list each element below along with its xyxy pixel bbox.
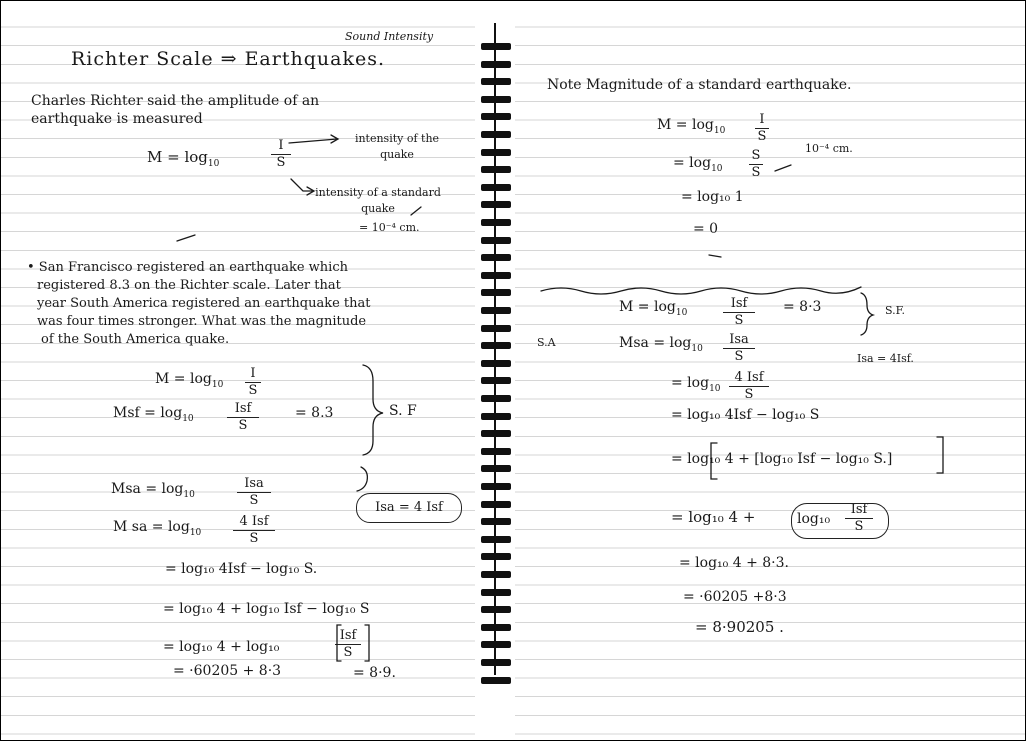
spiral-ring [481, 465, 511, 472]
right-step-4: = log₁₀ 4 + [671, 508, 756, 526]
spiral-ring [481, 377, 511, 384]
spiral-ring [481, 219, 511, 226]
note-step-1: = $\log_{10}$ [673, 155, 723, 174]
spiral-ring [481, 659, 511, 666]
right-step-5: = log₁₀ 4 + 8·3. [679, 555, 789, 571]
fraction-denominator: S [276, 155, 286, 170]
step-3: = log₁₀ 4 + log₁₀ [163, 639, 280, 655]
spiral-ring [481, 166, 511, 173]
step-4: = ·60205 + 8·3 [173, 663, 282, 679]
sf-eq: $M = \log_{10}$ [619, 299, 688, 318]
step-2: = log₁₀ 4 + log₁₀ Isf − log₁₀ S [163, 601, 370, 617]
spiral-ring [481, 501, 511, 508]
spiral-ring [481, 289, 511, 296]
sa-eq: Msa = $\log_{10}$ [619, 335, 703, 354]
notebook-spine [475, 1, 515, 740]
eq-msa-2-fraction: 4 Isf S [233, 515, 275, 546]
right-step-7: = 8·90205 . [695, 618, 784, 636]
intro-line-2: earthquake is measured [31, 111, 203, 127]
sa-given: Isa = 4Isf. [857, 352, 914, 365]
spiral-ring [481, 237, 511, 244]
spiral-ring [481, 184, 511, 191]
spiral-ring [481, 61, 511, 68]
right-step-2: = log₁₀ 4Isf − log₁₀ S [671, 407, 820, 423]
spiral-ring [481, 395, 511, 402]
spiral-ring [481, 360, 511, 367]
spiral-ring [481, 78, 511, 85]
spiral-ring [481, 113, 511, 120]
spiral-ring [481, 677, 511, 684]
page-title: Richter Scale ⇒ Earthquakes. [71, 48, 385, 70]
eq-msf: Msf = $\log_{10}$ [113, 405, 194, 424]
step-1: = log₁₀ 4Isf − log₁₀ S. [165, 561, 318, 577]
fraction-numerator: I [278, 138, 284, 153]
spiral-ring [481, 641, 511, 648]
spiral-ring [481, 307, 511, 314]
spiral-ring [481, 624, 511, 631]
problem-line-2: registered 8.3 on the Richter scale. Later that [37, 278, 341, 293]
note-annotation: 10⁻⁴ cm. [805, 142, 853, 155]
spiral-ring [481, 201, 511, 208]
spiral-ring [481, 571, 511, 578]
annotation-standard-value: = 10⁻⁴ cm. [359, 221, 420, 234]
problem-line-1: • San Francisco registered an earthquake which [27, 260, 348, 275]
spiral-ring [481, 272, 511, 279]
right-step-4-circled: log₁₀ [797, 511, 831, 527]
right-step-6: = ·60205 +8·3 [683, 589, 787, 605]
spiral-ring [481, 518, 511, 525]
step-3-fraction: Isf S [335, 629, 361, 660]
spiral-ring [481, 149, 511, 156]
sf-label: S.F. [885, 304, 906, 317]
formula-lhs: $M = \log_{10}$ [147, 148, 220, 169]
problem-line-3: year South America registered an earthquake that [37, 296, 371, 311]
sf-result: = 8·3 [783, 299, 822, 315]
right-step-1: = $\log_{10}$ [671, 375, 721, 394]
note-step-1-fraction: S S [749, 149, 763, 180]
note-step-3: = 0 [693, 221, 719, 237]
spiral-ring [481, 430, 511, 437]
right-step-1-fraction: 4 Isf S [729, 371, 769, 402]
spiral-ring [481, 553, 511, 560]
spiral-ring [481, 606, 511, 613]
left-page [1, 1, 475, 740]
spiral-ring [481, 43, 511, 50]
intro-line-1: Charles Richter said the amplitude of an [31, 93, 320, 109]
eq-msf-fraction: Isf S [227, 402, 259, 433]
right-step-3: = log₁₀ 4 + [log₁₀ Isf − log₁₀ S.] [671, 451, 893, 467]
step-4-result: = 8·9. [353, 665, 396, 681]
annotation-intensity-quake: intensity of the quake [354, 132, 440, 161]
spiral-ring [481, 483, 511, 490]
sa-eq-fraction: Isa S [723, 333, 755, 364]
spiral-ring [481, 254, 511, 261]
spiral-ring [481, 131, 511, 138]
right-page [515, 1, 1025, 740]
spiral-ring [481, 325, 511, 332]
eq-m-fraction: I S [245, 367, 261, 398]
problem-line-5: of the South America quake. [41, 332, 230, 347]
formula-fraction [271, 139, 291, 170]
note-line: Note Magnitude of a standard earthquake. [547, 77, 852, 93]
spiral-ring [481, 342, 511, 349]
spiral-ring [481, 589, 511, 596]
eq-msa-1-fraction: Isa S [237, 477, 271, 508]
sa-label: S.A [537, 336, 556, 349]
spiral-ring [481, 536, 511, 543]
note-m-fraction: I S [755, 113, 769, 144]
spiral-ring [481, 96, 511, 103]
spiral-ring [481, 413, 511, 420]
eq-m: $M = \log_{10}$ [155, 371, 224, 390]
spiral-ring [481, 448, 511, 455]
right-step-4-fraction: Isf S [845, 503, 873, 534]
note-m: $M = \log_{10}$ [657, 117, 726, 136]
corner-note: Sound Intensity [345, 30, 434, 43]
annotation-intensity-standard: intensity of a standard quake [315, 186, 441, 215]
callout-isa: Isa = 4 Isf [356, 493, 462, 523]
eq-msf-result: = 8.3 [295, 405, 334, 421]
eq-msa-2: M sa = $\log_{10}$ [113, 519, 202, 538]
circled-term [791, 503, 889, 539]
note-step-2: = log₁₀ 1 [681, 189, 744, 205]
eq-msa-1: Msa = $\log_{10}$ [111, 481, 195, 500]
sf-eq-fraction: Isf S [723, 297, 755, 328]
brace-label-sf: S. F [389, 403, 417, 419]
problem-line-4: was four times stronger. What was the magnitude [37, 314, 367, 329]
